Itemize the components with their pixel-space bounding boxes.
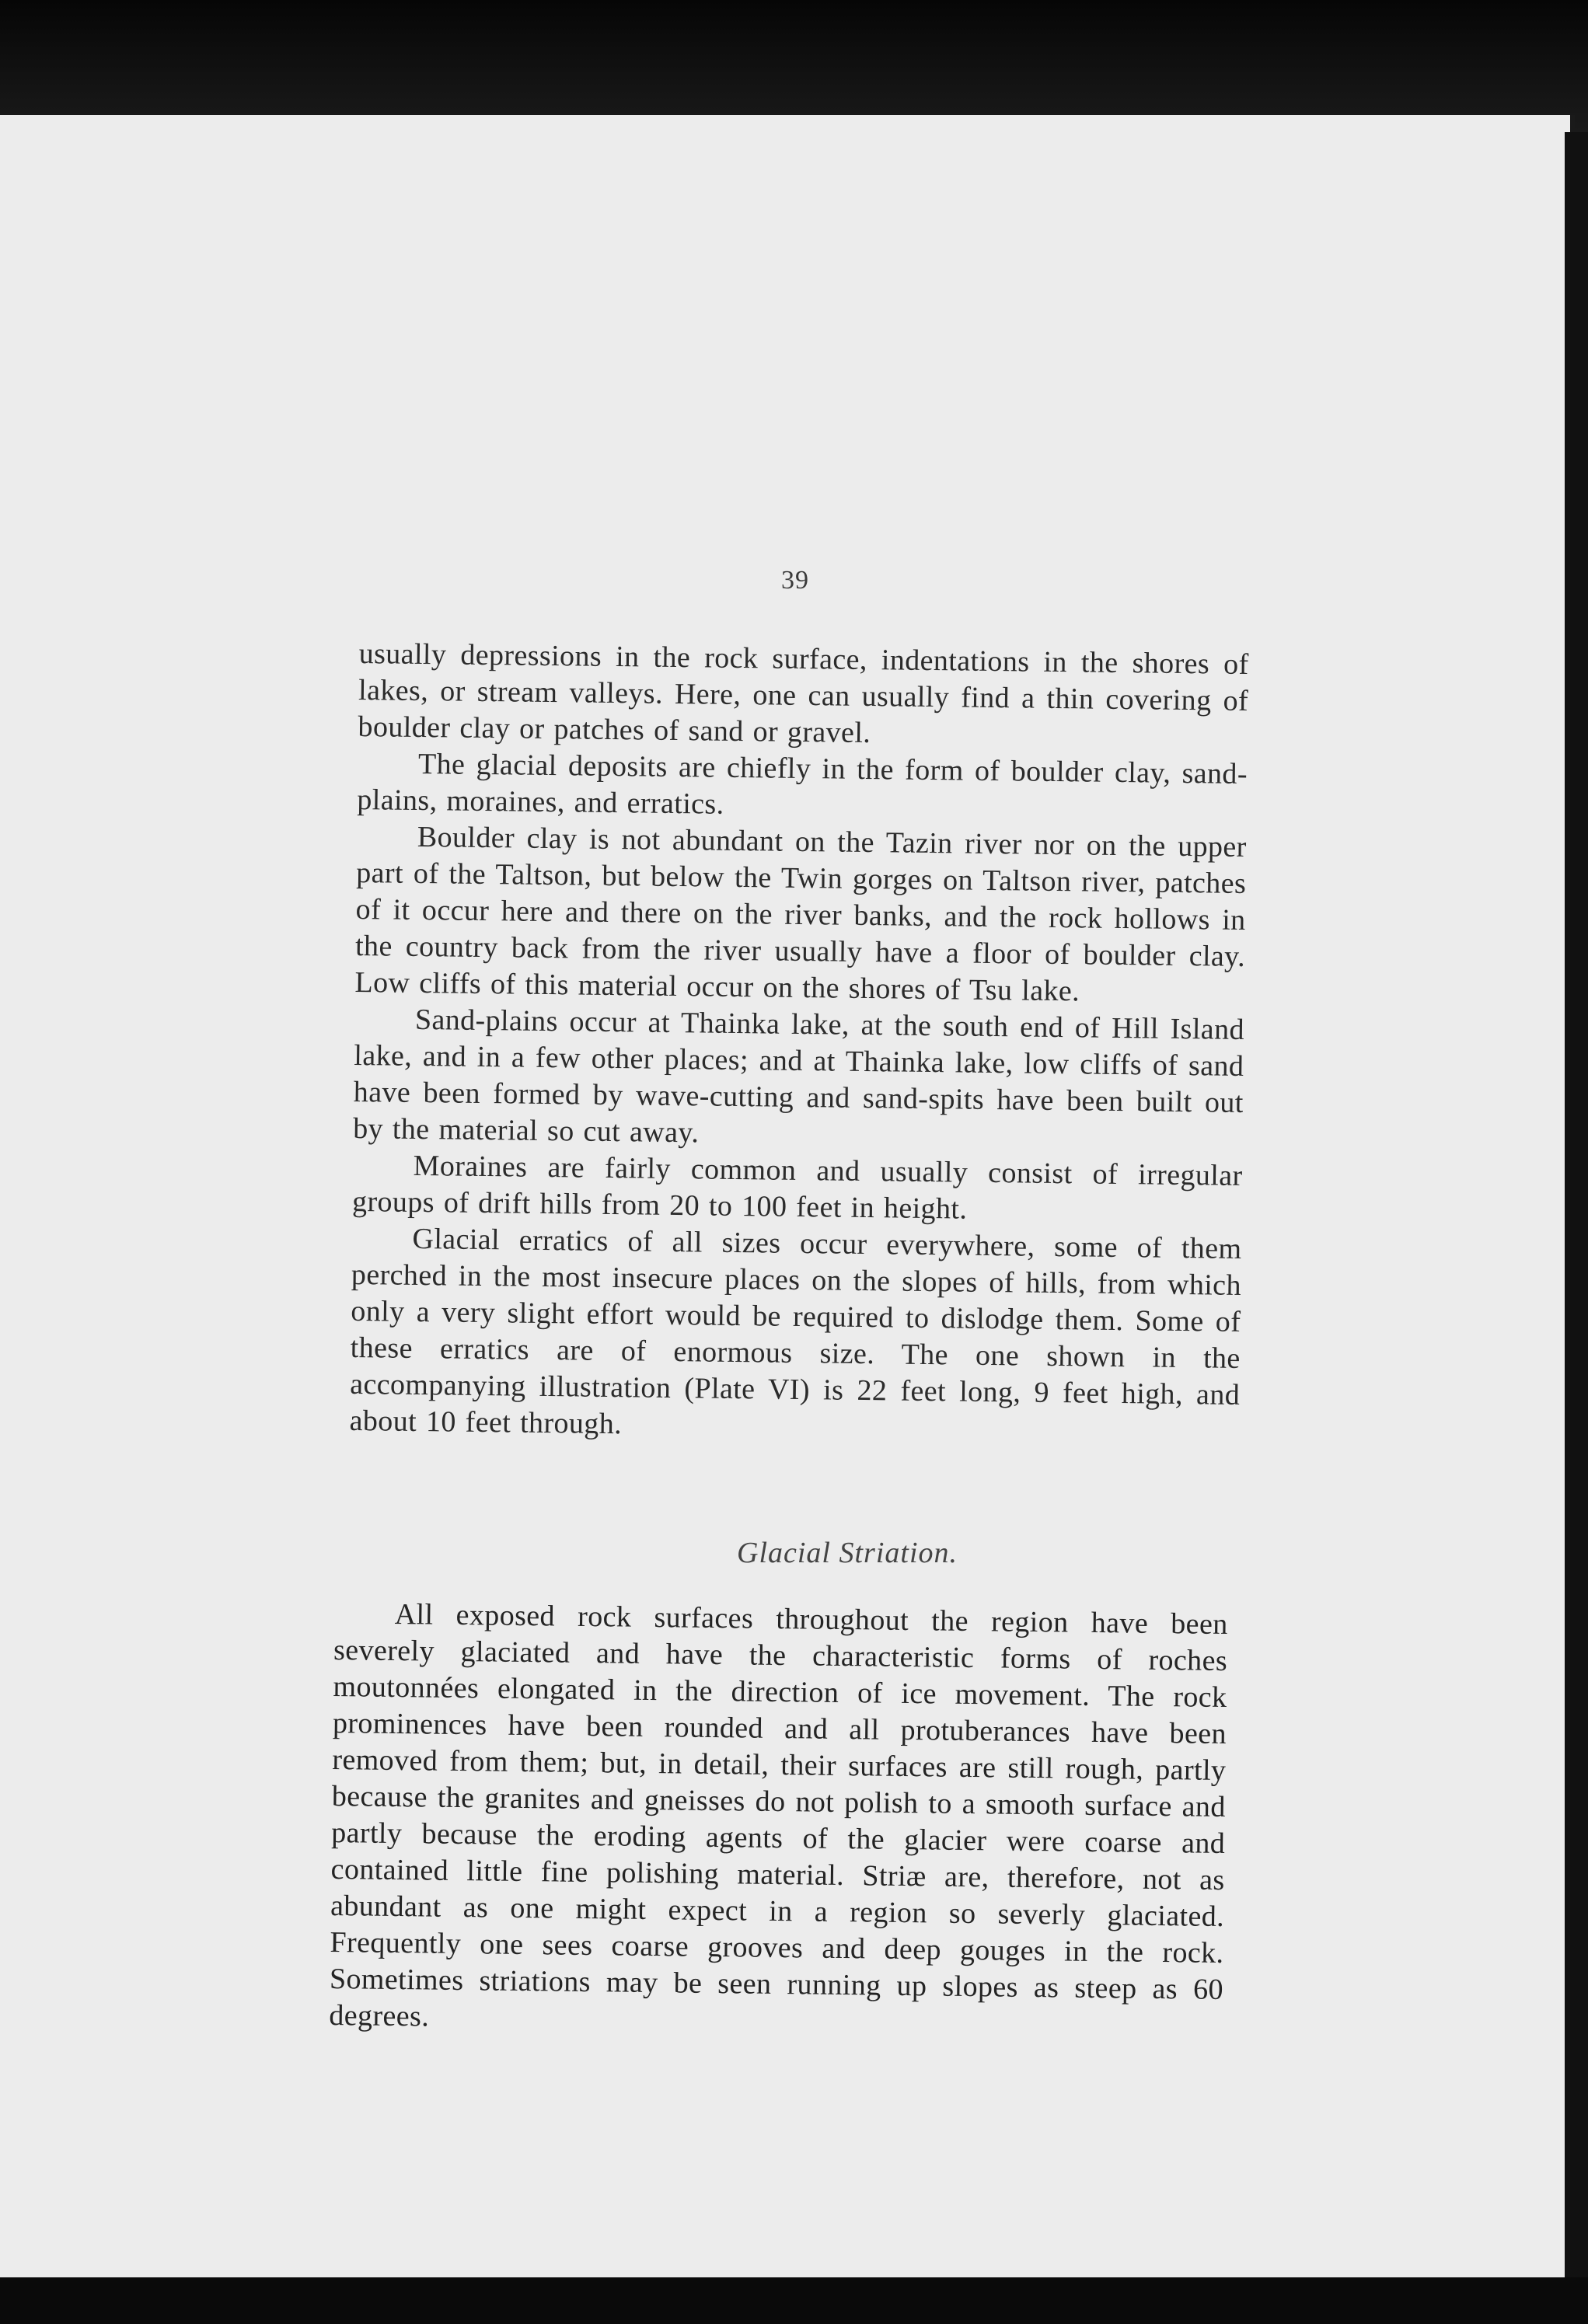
- page-number: 39: [781, 566, 809, 595]
- paragraph-erratics: Glacial erratics of all sizes occur everywhere, some of them perched in the most insecure places on the slopes of hills, from which only a very slight effort would be required to dislodge them. Some of these erratics are of enormous size. The one shown in the accompanying illustration (Plate VI) is 22 feet long, 9 feet high, and about 10 feet through.: [349, 1222, 1242, 1441]
- paragraph-glacial-deposits: The glacial deposits are chiefly in the form of boulder clay, sand-plains, moraines, and erratics.: [357, 747, 1248, 821]
- section-heading-text: Glacial Striation.: [737, 1537, 958, 1569]
- paragraph-striation: All exposed rock surfaces throughout the region have been severely glaciated and have the characteristic forms of roches moutonnées elongated in the direction of ice movement. The rock prominences have been rounded and all protuberances have been removed from them; but, in detail, their surfaces are still rough, partly because the granites and gneisses do not polish to a smooth surface and partly because the eroding agents of the glacier were coarse and contained little fine polishing material. Striæ are, therefore, not as abundant as one might expect in a region so severly glaciated. Frequently one sees coarse grooves and deep gouges in the rock. Sometimes striations may be seen running up slopes as steep as 60 degrees.: [329, 1597, 1228, 2033]
- section-glacial-deposits: [349, 636, 1249, 1450]
- paragraph-sand-plains: Sand-plains occur at Thainka lake, at the south end of Hill Island lake, and in a few other places; and at Thainka lake, low cliffs of sand have been formed by wave-cutting and sand-spits have been built out by the material so cut away.: [352, 1003, 1245, 1150]
- book-page: [0, 115, 1570, 2291]
- page-edge-shadow: [1565, 132, 1588, 2293]
- section-glacial-striation: [329, 1596, 1228, 2045]
- paragraph-depressions: usually depressions in the rock surface, indentations in the shores of lakes, or stream valleys. Here, one can usually find a thin covering of boulder clay or patches of sand or gravel.: [358, 637, 1249, 750]
- scan-dark-border-bottom: [0, 2277, 1588, 2324]
- section-heading: [0, 1536, 1570, 1570]
- paragraph-moraines: Moraines are fairly common and usually consist of irregular groups of drift hills from 20 to 100 feet in height.: [351, 1149, 1243, 1226]
- paragraph-boulder-clay: Boulder clay is not abundant on the Tazin river nor on the upper part of the Taltson, but below the Twin gorges on Taltson river, patches of it occur here and there on the river banks, and the rock hollows in the country back from the river usually have a floor of boulder clay. Low cliffs of this material occur on the shores of Tsu lake.: [354, 820, 1248, 1008]
